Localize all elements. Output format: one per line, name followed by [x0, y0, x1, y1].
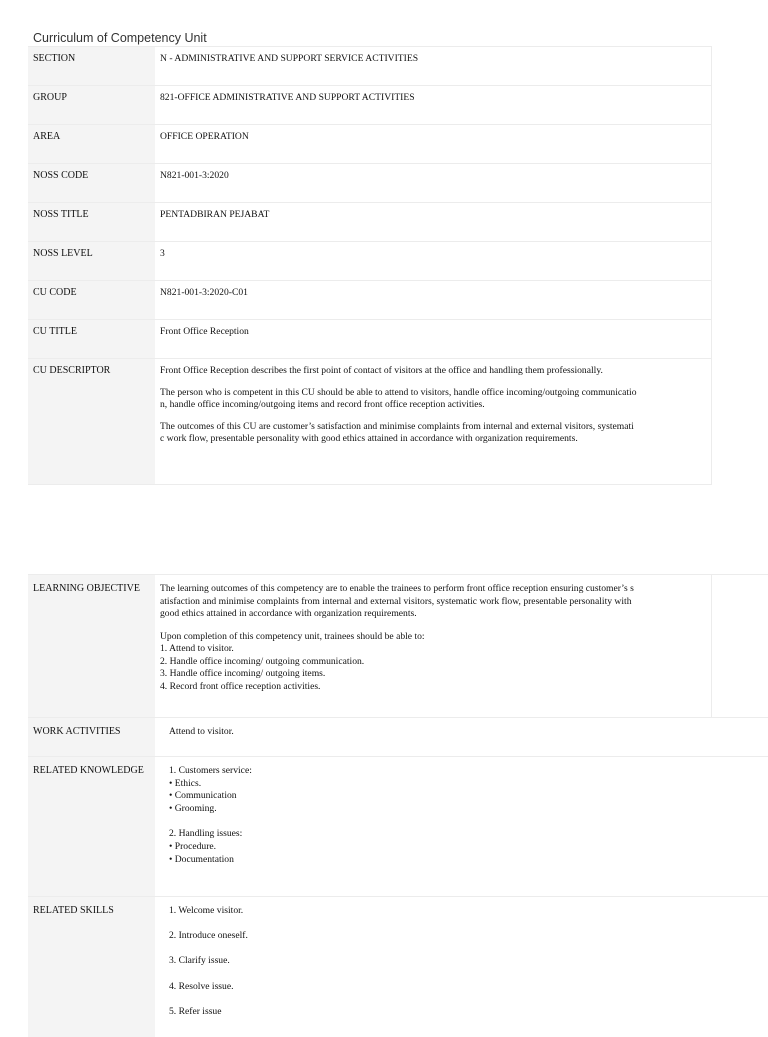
row-label: GROUP [28, 86, 155, 124]
row-label: AREA [28, 125, 155, 163]
row-value: N - ADMINISTRATIVE AND SUPPORT SERVICE ACTIVITIES [155, 47, 712, 85]
row-value: Front Office Reception [155, 320, 712, 358]
row-value: 821-OFFICE ADMINISTRATIVE AND SUPPORT ACTIVITIES [155, 86, 712, 124]
list-item: 1. Attend to visitor. [160, 643, 234, 654]
text-line: good ethics attained in accordance with organization requirements. [160, 608, 417, 619]
list-item: 4. Record front office reception activities. [160, 680, 321, 692]
row-label: RELATED KNOWLEDGE [28, 757, 155, 896]
row-label: NOSS TITLE [28, 203, 155, 241]
text-line: 2. Handling issues: [169, 828, 243, 840]
row-label: LEARNING OBJECTIVE [28, 575, 155, 717]
cu-info-table [28, 46, 712, 485]
descriptor-value [155, 359, 712, 484]
learning-table [28, 574, 768, 1037]
text-line: n, handle office incoming/outgoing items and record front office reception activities. [160, 399, 485, 410]
list-item: • Procedure. [169, 840, 217, 852]
skills-value [155, 897, 768, 1037]
row-value: Attend to visitor. [155, 718, 768, 756]
table-row [28, 319, 712, 358]
row-value: PENTADBIRAN PEJABAT [155, 203, 712, 241]
text-line: The learning outcomes of this competency are to enable the trainees to perform front office reception ensuring customer’s s [160, 583, 634, 594]
row-value: OFFICE OPERATION [155, 125, 712, 163]
text-line: Upon completion of this competency unit, trainees should be able to: [160, 630, 425, 642]
text-line: The person who is competent in this CU should be able to attend to visitors, handle office incoming/outgoing communicatio [160, 386, 637, 398]
list-item: 1. Welcome visitor. [169, 905, 244, 916]
text-line: c work flow, presentable personality with good ethics attained in accordance with organization requirements. [160, 433, 578, 444]
descriptor-paragraph [160, 421, 711, 446]
text-line: The outcomes of this CU are customer’s satisfaction and minimise complaints from internal and external visitors, systemati [160, 420, 634, 432]
list-item: • Communication [169, 790, 237, 802]
table-row [28, 85, 712, 124]
row-label: NOSS LEVEL [28, 242, 155, 280]
list-item: 2. Introduce oneself. [169, 930, 248, 942]
list-item: • Documentation [169, 853, 234, 865]
table-row [28, 896, 768, 1037]
table-row [28, 280, 712, 319]
row-label: WORK ACTIVITIES [28, 718, 155, 756]
list-item: • Ethics. [169, 777, 202, 789]
descriptor-paragraph: Front Office Reception describes the first point of contact of visitors at the office and handling them professionally. [160, 365, 603, 376]
descriptor-paragraph [160, 387, 711, 412]
list-item: 2. Handle office incoming/ outgoing communication. [160, 655, 365, 667]
row-label: CU TITLE [28, 320, 155, 358]
table-row [28, 124, 712, 163]
row-value: N821-001-3:2020 [155, 164, 712, 202]
row-label: CU CODE [28, 281, 155, 319]
list-item: 5. Refer issue [169, 1005, 222, 1017]
text-line: atisfaction and minimise complaints from internal and external visitors, systematic work flow, presentable personality with [160, 595, 632, 607]
row-label: CU DESCRIPTOR [28, 359, 155, 484]
table-row [28, 202, 712, 241]
text-line: 1. Customers service: [169, 765, 252, 776]
table-row [28, 46, 712, 85]
knowledge-value [155, 757, 768, 896]
row-label: NOSS CODE [28, 164, 155, 202]
list-item: 3. Clarify issue. [169, 955, 230, 967]
table-row [28, 241, 712, 280]
table-row [28, 163, 712, 202]
learning-value [155, 575, 712, 717]
page-title: Curriculum of Competency Unit [33, 31, 207, 45]
table-row [28, 574, 768, 717]
row-label: SECTION [28, 47, 155, 85]
list-item: 3. Handle office incoming/ outgoing items. [160, 668, 326, 679]
table-row [28, 756, 768, 896]
row-value: N821-001-3:2020-C01 [155, 281, 712, 319]
list-item: • Grooming. [169, 802, 217, 814]
table-row [28, 358, 712, 485]
table-row [28, 717, 768, 756]
list-item: 4. Resolve issue. [169, 980, 234, 992]
row-value: 3 [155, 242, 712, 280]
row-label: RELATED SKILLS [28, 897, 155, 1037]
